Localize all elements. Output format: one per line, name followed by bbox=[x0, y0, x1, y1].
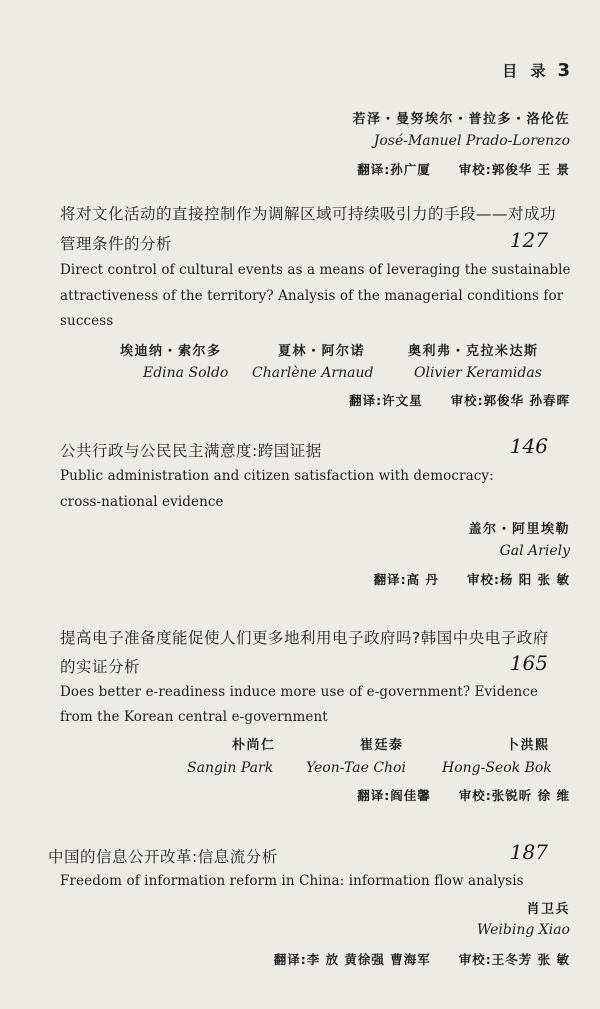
author-en: Charlène Arnaud bbox=[252, 365, 374, 381]
credits bbox=[274, 950, 570, 968]
entry-title-en-line2: attractiveness of the territory? Analysis of the managerial conditions for bbox=[60, 288, 564, 304]
credits bbox=[349, 391, 570, 409]
entry-title-zh-line2: 的实证分析 bbox=[60, 658, 141, 676]
entry-title-en-line1: Direct control of cultural events as a means of leveraging the sustainable bbox=[60, 262, 571, 278]
reviewer: 审校:王冬芳 张 敏 bbox=[458, 952, 570, 967]
entry-title-en-line1: Does better e-readiness induce more use of e-government? Evidence bbox=[60, 684, 539, 700]
translator: 翻译:李 放 黄徐强 曹海军 bbox=[273, 952, 431, 967]
credits bbox=[357, 786, 570, 804]
author-en: Gal Ariely bbox=[499, 543, 570, 559]
author-zh: 崔廷泰 bbox=[360, 738, 404, 753]
author-zh: 夏林・阿尔诺 bbox=[278, 344, 366, 359]
entry-page-number: 146 bbox=[509, 434, 548, 458]
entry-page-number: 165 bbox=[509, 651, 548, 675]
author-en: Hong-Seok Bok bbox=[442, 760, 552, 776]
entry-title-en-line1: Freedom of information reform in China: information flow analysis bbox=[60, 873, 524, 889]
reviewer: 审校:杨 阳 张 敏 bbox=[466, 572, 570, 587]
reviewer: 审校:郭俊华 孙春晖 bbox=[450, 393, 570, 408]
entry-title-zh-line1: 将对文化活动的直接控制作为调解区域可持续吸引力的手段——对成功 bbox=[60, 205, 557, 223]
entry-title-zh-line1: 公共行政与公民民主满意度:跨国证据 bbox=[60, 442, 322, 460]
translator: 翻译:阎佳馨 bbox=[357, 788, 431, 803]
translator: 翻译:高 丹 bbox=[373, 572, 439, 587]
translator: 翻译:许文星 bbox=[349, 393, 423, 408]
credits bbox=[374, 570, 570, 588]
author-en: Weibing Xiao bbox=[476, 922, 570, 938]
author-zh: 朴尚仁 bbox=[232, 738, 276, 753]
author-zh: 若泽・曼努埃尔・普拉多・洛伦佐 bbox=[352, 112, 570, 127]
author-zh: 盖尔・阿里埃勒 bbox=[468, 522, 570, 537]
entry-title-zh-line2: 管理条件的分析 bbox=[60, 235, 173, 253]
author-en: Olivier Keramidas bbox=[414, 365, 542, 381]
author-en: Yeon-Tae Choi bbox=[306, 760, 406, 776]
entry-page-number: 187 bbox=[509, 840, 548, 864]
author-en: Sangin Park bbox=[187, 760, 274, 776]
author-zh: 奥利弗・克拉米达斯 bbox=[408, 344, 539, 359]
reviewer: 审校:张锐昕 徐 维 bbox=[458, 788, 570, 803]
header-title: 目 录 bbox=[502, 62, 550, 80]
credits bbox=[357, 160, 570, 178]
author-zh: 埃迪纳・索尔多 bbox=[120, 344, 222, 359]
author-en: José-Manuel Prado-Lorenzo bbox=[373, 133, 570, 149]
author-en: Edina Soldo bbox=[143, 365, 229, 381]
entry-title-en-line1: Public administration and citizen satisfaction with democracy: bbox=[60, 468, 494, 484]
entry-title-en-line2: from the Korean central e-government bbox=[60, 709, 328, 725]
author-zh: 卜洪熙 bbox=[506, 738, 550, 753]
entry-title-en-line3: success bbox=[60, 313, 114, 329]
reviewer: 审校:郭俊华 王 景 bbox=[458, 162, 570, 177]
header-page-number: 3 bbox=[557, 60, 570, 81]
entry-title-en-line2: cross-national evidence bbox=[60, 494, 224, 510]
page-header bbox=[502, 60, 570, 81]
author-zh: 肖卫兵 bbox=[526, 902, 570, 917]
entry-page-number: 127 bbox=[509, 228, 548, 252]
entry-title-zh-line1: 中国的信息公开改革:信息流分析 bbox=[48, 848, 278, 866]
entry-title-zh-line1: 提高电子准备度能促使人们更多地利用电子政府吗?韩国中央电子政府 bbox=[60, 629, 549, 647]
translator: 翻译:孙广厦 bbox=[357, 162, 431, 177]
